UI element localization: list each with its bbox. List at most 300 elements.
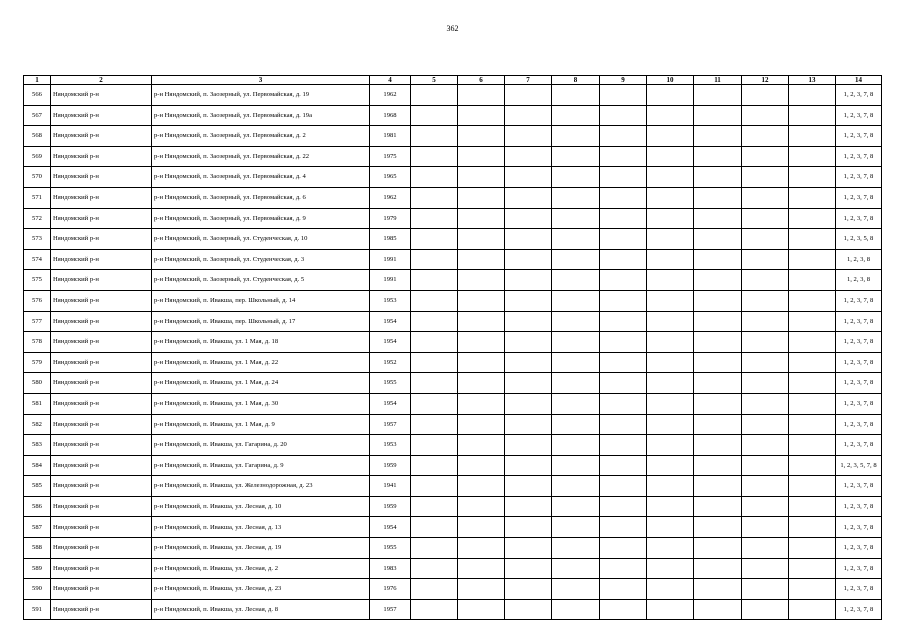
- row-number-cell: 582: [24, 414, 51, 435]
- empty-cell-col-9: [600, 558, 647, 579]
- district-cell: Няндомский р-н: [51, 249, 152, 270]
- table-row: [24, 167, 882, 188]
- year-cell: 1953: [370, 290, 411, 311]
- column-header-9: 9: [600, 76, 647, 85]
- notes-cell: 1, 2, 3, 8: [836, 270, 882, 291]
- empty-cell-col-11: [694, 373, 742, 394]
- empty-cell-col-8: [552, 208, 600, 229]
- empty-cell-col-7: [505, 249, 552, 270]
- empty-cell-col-9: [600, 352, 647, 373]
- year-cell: 1976: [370, 579, 411, 600]
- empty-cell-col-7: [505, 393, 552, 414]
- table-row: [24, 146, 882, 167]
- empty-cell-col-11: [694, 352, 742, 373]
- table-row: [24, 332, 882, 353]
- column-header-3: 3: [152, 76, 370, 85]
- empty-cell-col-13: [789, 599, 836, 620]
- empty-cell-col-9: [600, 435, 647, 456]
- empty-cell-col-13: [789, 538, 836, 559]
- notes-cell: 1, 2, 3, 7, 8: [836, 393, 882, 414]
- header-row: [24, 76, 882, 85]
- empty-cell-col-13: [789, 579, 836, 600]
- empty-cell-col-7: [505, 229, 552, 250]
- column-header-4: 4: [370, 76, 411, 85]
- empty-cell-col-5: [411, 105, 458, 126]
- empty-cell-col-5: [411, 187, 458, 208]
- empty-cell-col-9: [600, 208, 647, 229]
- table-row: [24, 249, 882, 270]
- table-row: [24, 496, 882, 517]
- column-header-5: 5: [411, 76, 458, 85]
- empty-cell-col-13: [789, 167, 836, 188]
- empty-cell-col-12: [742, 146, 789, 167]
- empty-cell-col-10: [647, 167, 694, 188]
- row-number-cell: 580: [24, 373, 51, 394]
- empty-cell-col-11: [694, 229, 742, 250]
- column-header-7: 7: [505, 76, 552, 85]
- district-cell: Няндомский р-н: [51, 579, 152, 600]
- notes-cell: 1, 2, 3, 7, 8: [836, 352, 882, 373]
- empty-cell-col-12: [742, 208, 789, 229]
- empty-cell-col-9: [600, 517, 647, 538]
- empty-cell-col-10: [647, 455, 694, 476]
- row-number-cell: 573: [24, 229, 51, 250]
- row-number-cell: 583: [24, 435, 51, 456]
- empty-cell-col-10: [647, 208, 694, 229]
- notes-cell: 1, 2, 3, 7, 8: [836, 187, 882, 208]
- empty-cell-col-11: [694, 476, 742, 497]
- table-row: [24, 414, 882, 435]
- empty-cell-col-6: [458, 126, 505, 147]
- empty-cell-col-13: [789, 126, 836, 147]
- row-number-cell: 579: [24, 352, 51, 373]
- empty-cell-col-10: [647, 435, 694, 456]
- year-cell: 1957: [370, 414, 411, 435]
- empty-cell-col-10: [647, 352, 694, 373]
- district-cell: Няндомский р-н: [51, 393, 152, 414]
- empty-cell-col-8: [552, 414, 600, 435]
- empty-cell-col-12: [742, 126, 789, 147]
- empty-cell-col-6: [458, 270, 505, 291]
- empty-cell-col-6: [458, 538, 505, 559]
- empty-cell-col-11: [694, 208, 742, 229]
- empty-cell-col-5: [411, 352, 458, 373]
- empty-cell-col-8: [552, 352, 600, 373]
- notes-cell: 1, 2, 3, 7, 8: [836, 332, 882, 353]
- year-cell: 1955: [370, 373, 411, 394]
- row-number-cell: 574: [24, 249, 51, 270]
- empty-cell-col-12: [742, 311, 789, 332]
- district-cell: Няндомский р-н: [51, 517, 152, 538]
- empty-cell-col-9: [600, 187, 647, 208]
- empty-cell-col-5: [411, 393, 458, 414]
- empty-cell-col-13: [789, 208, 836, 229]
- year-cell: 1981: [370, 126, 411, 147]
- empty-cell-col-6: [458, 229, 505, 250]
- empty-cell-col-12: [742, 270, 789, 291]
- empty-cell-col-6: [458, 496, 505, 517]
- empty-cell-col-12: [742, 476, 789, 497]
- empty-cell-col-5: [411, 208, 458, 229]
- empty-cell-col-8: [552, 435, 600, 456]
- empty-cell-col-6: [458, 414, 505, 435]
- empty-cell-col-6: [458, 105, 505, 126]
- empty-cell-col-11: [694, 167, 742, 188]
- empty-cell-col-10: [647, 496, 694, 517]
- empty-cell-col-7: [505, 414, 552, 435]
- year-cell: 1965: [370, 167, 411, 188]
- year-cell: 1985: [370, 229, 411, 250]
- empty-cell-col-5: [411, 146, 458, 167]
- notes-cell: 1, 2, 3, 7, 8: [836, 208, 882, 229]
- empty-cell-col-5: [411, 270, 458, 291]
- empty-cell-col-7: [505, 126, 552, 147]
- year-cell: 1959: [370, 455, 411, 476]
- empty-cell-col-10: [647, 373, 694, 394]
- empty-cell-col-6: [458, 85, 505, 106]
- year-cell: 1953: [370, 435, 411, 456]
- empty-cell-col-12: [742, 517, 789, 538]
- empty-cell-col-10: [647, 187, 694, 208]
- empty-cell-col-12: [742, 352, 789, 373]
- address-cell: р-н Няндомский, п. Ивакша, ул. 1 Мая, д. 18: [152, 332, 370, 353]
- empty-cell-col-6: [458, 249, 505, 270]
- empty-cell-col-13: [789, 85, 836, 106]
- table-row: [24, 558, 882, 579]
- year-cell: 1952: [370, 352, 411, 373]
- notes-cell: 1, 2, 3, 7, 8: [836, 373, 882, 394]
- empty-cell-col-11: [694, 517, 742, 538]
- notes-cell: 1, 2, 3, 7, 8: [836, 579, 882, 600]
- row-number-cell: 569: [24, 146, 51, 167]
- year-cell: 1955: [370, 538, 411, 559]
- empty-cell-col-12: [742, 85, 789, 106]
- row-number-cell: 566: [24, 85, 51, 106]
- district-cell: Няндомский р-н: [51, 373, 152, 394]
- notes-cell: 1, 2, 3, 5, 7, 8: [836, 455, 882, 476]
- empty-cell-col-12: [742, 373, 789, 394]
- empty-cell-col-9: [600, 599, 647, 620]
- empty-cell-col-12: [742, 332, 789, 353]
- empty-cell-col-9: [600, 105, 647, 126]
- empty-cell-col-9: [600, 126, 647, 147]
- year-cell: 1991: [370, 270, 411, 291]
- row-number-cell: 575: [24, 270, 51, 291]
- address-cell: р-н Няндомский, п. Ивакша, ул. 1 Мая, д. 9: [152, 414, 370, 435]
- table-body: [24, 85, 882, 620]
- address-cell: р-н Няндомский, п. Ивакша, ул. Гагарина, д. 20: [152, 435, 370, 456]
- empty-cell-col-9: [600, 332, 647, 353]
- empty-cell-col-6: [458, 146, 505, 167]
- empty-cell-col-5: [411, 579, 458, 600]
- table-row: [24, 538, 882, 559]
- empty-cell-col-12: [742, 538, 789, 559]
- empty-cell-col-9: [600, 167, 647, 188]
- empty-cell-col-5: [411, 126, 458, 147]
- empty-cell-col-7: [505, 599, 552, 620]
- column-header-11: 11: [694, 76, 742, 85]
- address-cell: р-н Няндомский, п. Ивакша, пер. Школьный, д. 17: [152, 311, 370, 332]
- table-row: [24, 208, 882, 229]
- notes-cell: 1, 2, 3, 7, 8: [836, 435, 882, 456]
- empty-cell-col-10: [647, 332, 694, 353]
- empty-cell-col-13: [789, 558, 836, 579]
- district-cell: Няндомский р-н: [51, 476, 152, 497]
- empty-cell-col-11: [694, 187, 742, 208]
- empty-cell-col-8: [552, 270, 600, 291]
- empty-cell-col-6: [458, 599, 505, 620]
- row-number-cell: 570: [24, 167, 51, 188]
- row-number-cell: 571: [24, 187, 51, 208]
- empty-cell-col-7: [505, 332, 552, 353]
- empty-cell-col-7: [505, 579, 552, 600]
- address-cell: р-н Няндомский, п. Ивакша, пер. Школьный, д. 14: [152, 290, 370, 311]
- empty-cell-col-8: [552, 599, 600, 620]
- empty-cell-col-8: [552, 558, 600, 579]
- empty-cell-col-10: [647, 290, 694, 311]
- empty-cell-col-11: [694, 455, 742, 476]
- empty-cell-col-13: [789, 414, 836, 435]
- notes-cell: 1, 2, 3, 7, 8: [836, 311, 882, 332]
- year-cell: 1954: [370, 332, 411, 353]
- empty-cell-col-11: [694, 393, 742, 414]
- district-cell: Няндомский р-н: [51, 187, 152, 208]
- notes-cell: 1, 2, 3, 7, 8: [836, 476, 882, 497]
- empty-cell-col-13: [789, 187, 836, 208]
- address-cell: р-н Няндомский, п. Заозерный, ул. Первомайская, д. 19: [152, 85, 370, 106]
- table-header: [24, 76, 882, 85]
- empty-cell-col-13: [789, 496, 836, 517]
- notes-cell: 1, 2, 3, 7, 8: [836, 517, 882, 538]
- empty-cell-col-13: [789, 332, 836, 353]
- empty-cell-col-9: [600, 414, 647, 435]
- empty-cell-col-5: [411, 85, 458, 106]
- address-cell: р-н Няндомский, п. Ивакша, ул. Лесная, д. 8: [152, 599, 370, 620]
- empty-cell-col-9: [600, 311, 647, 332]
- table-row: [24, 311, 882, 332]
- district-cell: Няндомский р-н: [51, 538, 152, 559]
- column-header-1: 1: [24, 76, 51, 85]
- empty-cell-col-8: [552, 332, 600, 353]
- empty-cell-col-7: [505, 208, 552, 229]
- empty-cell-col-9: [600, 476, 647, 497]
- empty-cell-col-13: [789, 105, 836, 126]
- district-cell: Няндомский р-н: [51, 167, 152, 188]
- empty-cell-col-13: [789, 373, 836, 394]
- empty-cell-col-11: [694, 558, 742, 579]
- empty-cell-col-8: [552, 105, 600, 126]
- table-row: [24, 270, 882, 291]
- empty-cell-col-8: [552, 290, 600, 311]
- row-number-cell: 568: [24, 126, 51, 147]
- empty-cell-col-5: [411, 311, 458, 332]
- empty-cell-col-8: [552, 126, 600, 147]
- empty-cell-col-8: [552, 517, 600, 538]
- notes-cell: 1, 2, 3, 7, 8: [836, 126, 882, 147]
- year-cell: 1979: [370, 208, 411, 229]
- empty-cell-col-12: [742, 579, 789, 600]
- row-number-cell: 587: [24, 517, 51, 538]
- address-cell: р-н Няндомский, п. Ивакша, ул. Лесная, д. 10: [152, 496, 370, 517]
- empty-cell-col-13: [789, 146, 836, 167]
- empty-cell-col-10: [647, 393, 694, 414]
- address-cell: р-н Няндомский, п. Заозерный, ул. Первомайская, д. 19а: [152, 105, 370, 126]
- empty-cell-col-13: [789, 290, 836, 311]
- district-cell: Няндомский р-н: [51, 599, 152, 620]
- table-row: [24, 476, 882, 497]
- address-cell: р-н Няндомский, п. Заозерный, ул. Студенческая, д. 3: [152, 249, 370, 270]
- empty-cell-col-9: [600, 249, 647, 270]
- empty-cell-col-11: [694, 599, 742, 620]
- empty-cell-col-12: [742, 496, 789, 517]
- district-cell: Няндомский р-н: [51, 435, 152, 456]
- row-number-cell: 585: [24, 476, 51, 497]
- year-cell: 1991: [370, 249, 411, 270]
- empty-cell-col-12: [742, 105, 789, 126]
- table-row: [24, 352, 882, 373]
- table-row: [24, 105, 882, 126]
- empty-cell-col-7: [505, 496, 552, 517]
- empty-cell-col-9: [600, 496, 647, 517]
- row-number-cell: 591: [24, 599, 51, 620]
- notes-cell: 1, 2, 3, 7, 8: [836, 558, 882, 579]
- notes-cell: 1, 2, 3, 7, 8: [836, 599, 882, 620]
- column-header-2: 2: [51, 76, 152, 85]
- row-number-cell: 584: [24, 455, 51, 476]
- notes-cell: 1, 2, 3, 8: [836, 249, 882, 270]
- empty-cell-col-5: [411, 496, 458, 517]
- empty-cell-col-13: [789, 249, 836, 270]
- empty-cell-col-10: [647, 229, 694, 250]
- empty-cell-col-12: [742, 393, 789, 414]
- notes-cell: 1, 2, 3, 7, 8: [836, 538, 882, 559]
- table-row: [24, 599, 882, 620]
- column-header-6: 6: [458, 76, 505, 85]
- notes-cell: 1, 2, 3, 7, 8: [836, 105, 882, 126]
- empty-cell-col-10: [647, 146, 694, 167]
- empty-cell-col-11: [694, 496, 742, 517]
- district-cell: Няндомский р-н: [51, 311, 152, 332]
- empty-cell-col-13: [789, 229, 836, 250]
- empty-cell-col-7: [505, 352, 552, 373]
- empty-cell-col-5: [411, 455, 458, 476]
- empty-cell-col-8: [552, 579, 600, 600]
- empty-cell-col-5: [411, 435, 458, 456]
- year-cell: 1941: [370, 476, 411, 497]
- row-number-cell: 586: [24, 496, 51, 517]
- empty-cell-col-6: [458, 393, 505, 414]
- empty-cell-col-7: [505, 270, 552, 291]
- empty-cell-col-7: [505, 476, 552, 497]
- empty-cell-col-9: [600, 85, 647, 106]
- empty-cell-col-11: [694, 579, 742, 600]
- empty-cell-col-5: [411, 599, 458, 620]
- empty-cell-col-5: [411, 414, 458, 435]
- empty-cell-col-11: [694, 538, 742, 559]
- empty-cell-col-5: [411, 332, 458, 353]
- empty-cell-col-13: [789, 311, 836, 332]
- empty-cell-col-12: [742, 167, 789, 188]
- empty-cell-col-8: [552, 187, 600, 208]
- address-cell: р-н Няндомский, п. Заозерный, ул. Первомайская, д. 6: [152, 187, 370, 208]
- empty-cell-col-7: [505, 146, 552, 167]
- row-number-cell: 588: [24, 538, 51, 559]
- table-row: [24, 187, 882, 208]
- district-cell: Няндомский р-н: [51, 558, 152, 579]
- empty-cell-col-11: [694, 146, 742, 167]
- column-header-10: 10: [647, 76, 694, 85]
- empty-cell-col-12: [742, 455, 789, 476]
- page-number: 362: [446, 24, 459, 33]
- column-header-8: 8: [552, 76, 600, 85]
- empty-cell-col-11: [694, 85, 742, 106]
- empty-cell-col-10: [647, 85, 694, 106]
- empty-cell-col-11: [694, 105, 742, 126]
- district-cell: Няндомский р-н: [51, 496, 152, 517]
- empty-cell-col-7: [505, 435, 552, 456]
- row-number-cell: 590: [24, 579, 51, 600]
- empty-cell-col-12: [742, 558, 789, 579]
- address-cell: р-н Няндомский, п. Ивакша, ул. Железнодорожная, д. 23: [152, 476, 370, 497]
- empty-cell-col-5: [411, 517, 458, 538]
- empty-cell-col-10: [647, 249, 694, 270]
- row-number-cell: 581: [24, 393, 51, 414]
- empty-cell-col-6: [458, 517, 505, 538]
- empty-cell-col-5: [411, 290, 458, 311]
- empty-cell-col-13: [789, 455, 836, 476]
- empty-cell-col-8: [552, 229, 600, 250]
- column-header-14: 14: [836, 76, 882, 85]
- empty-cell-col-7: [505, 85, 552, 106]
- empty-cell-col-6: [458, 455, 505, 476]
- empty-cell-col-5: [411, 476, 458, 497]
- empty-cell-col-10: [647, 599, 694, 620]
- empty-cell-col-9: [600, 270, 647, 291]
- row-number-cell: 567: [24, 105, 51, 126]
- empty-cell-col-8: [552, 249, 600, 270]
- district-cell: Няндомский р-н: [51, 332, 152, 353]
- empty-cell-col-6: [458, 167, 505, 188]
- empty-cell-col-13: [789, 393, 836, 414]
- notes-cell: 1, 2, 3, 7, 8: [836, 146, 882, 167]
- empty-cell-col-13: [789, 435, 836, 456]
- year-cell: 1975: [370, 146, 411, 167]
- empty-cell-col-7: [505, 373, 552, 394]
- year-cell: 1968: [370, 105, 411, 126]
- district-cell: Няндомский р-н: [51, 352, 152, 373]
- empty-cell-col-12: [742, 290, 789, 311]
- empty-cell-col-7: [505, 187, 552, 208]
- notes-cell: 1, 2, 3, 7, 8: [836, 290, 882, 311]
- address-cell: р-н Няндомский, п. Ивакша, ул. 1 Мая, д. 24: [152, 373, 370, 394]
- empty-cell-col-6: [458, 311, 505, 332]
- empty-cell-col-12: [742, 414, 789, 435]
- empty-cell-col-10: [647, 538, 694, 559]
- address-cell: р-н Няндомский, п. Ивакша, ул. Лесная, д. 2: [152, 558, 370, 579]
- empty-cell-col-9: [600, 538, 647, 559]
- table-row: [24, 455, 882, 476]
- notes-cell: 1, 2, 3, 7, 8: [836, 496, 882, 517]
- empty-cell-col-9: [600, 229, 647, 250]
- empty-cell-col-8: [552, 476, 600, 497]
- address-cell: р-н Няндомский, п. Заозерный, ул. Студенческая, д. 5: [152, 270, 370, 291]
- table-row: [24, 393, 882, 414]
- register-table: [23, 75, 882, 620]
- empty-cell-col-6: [458, 435, 505, 456]
- empty-cell-col-5: [411, 373, 458, 394]
- empty-cell-col-11: [694, 332, 742, 353]
- year-cell: 1957: [370, 599, 411, 620]
